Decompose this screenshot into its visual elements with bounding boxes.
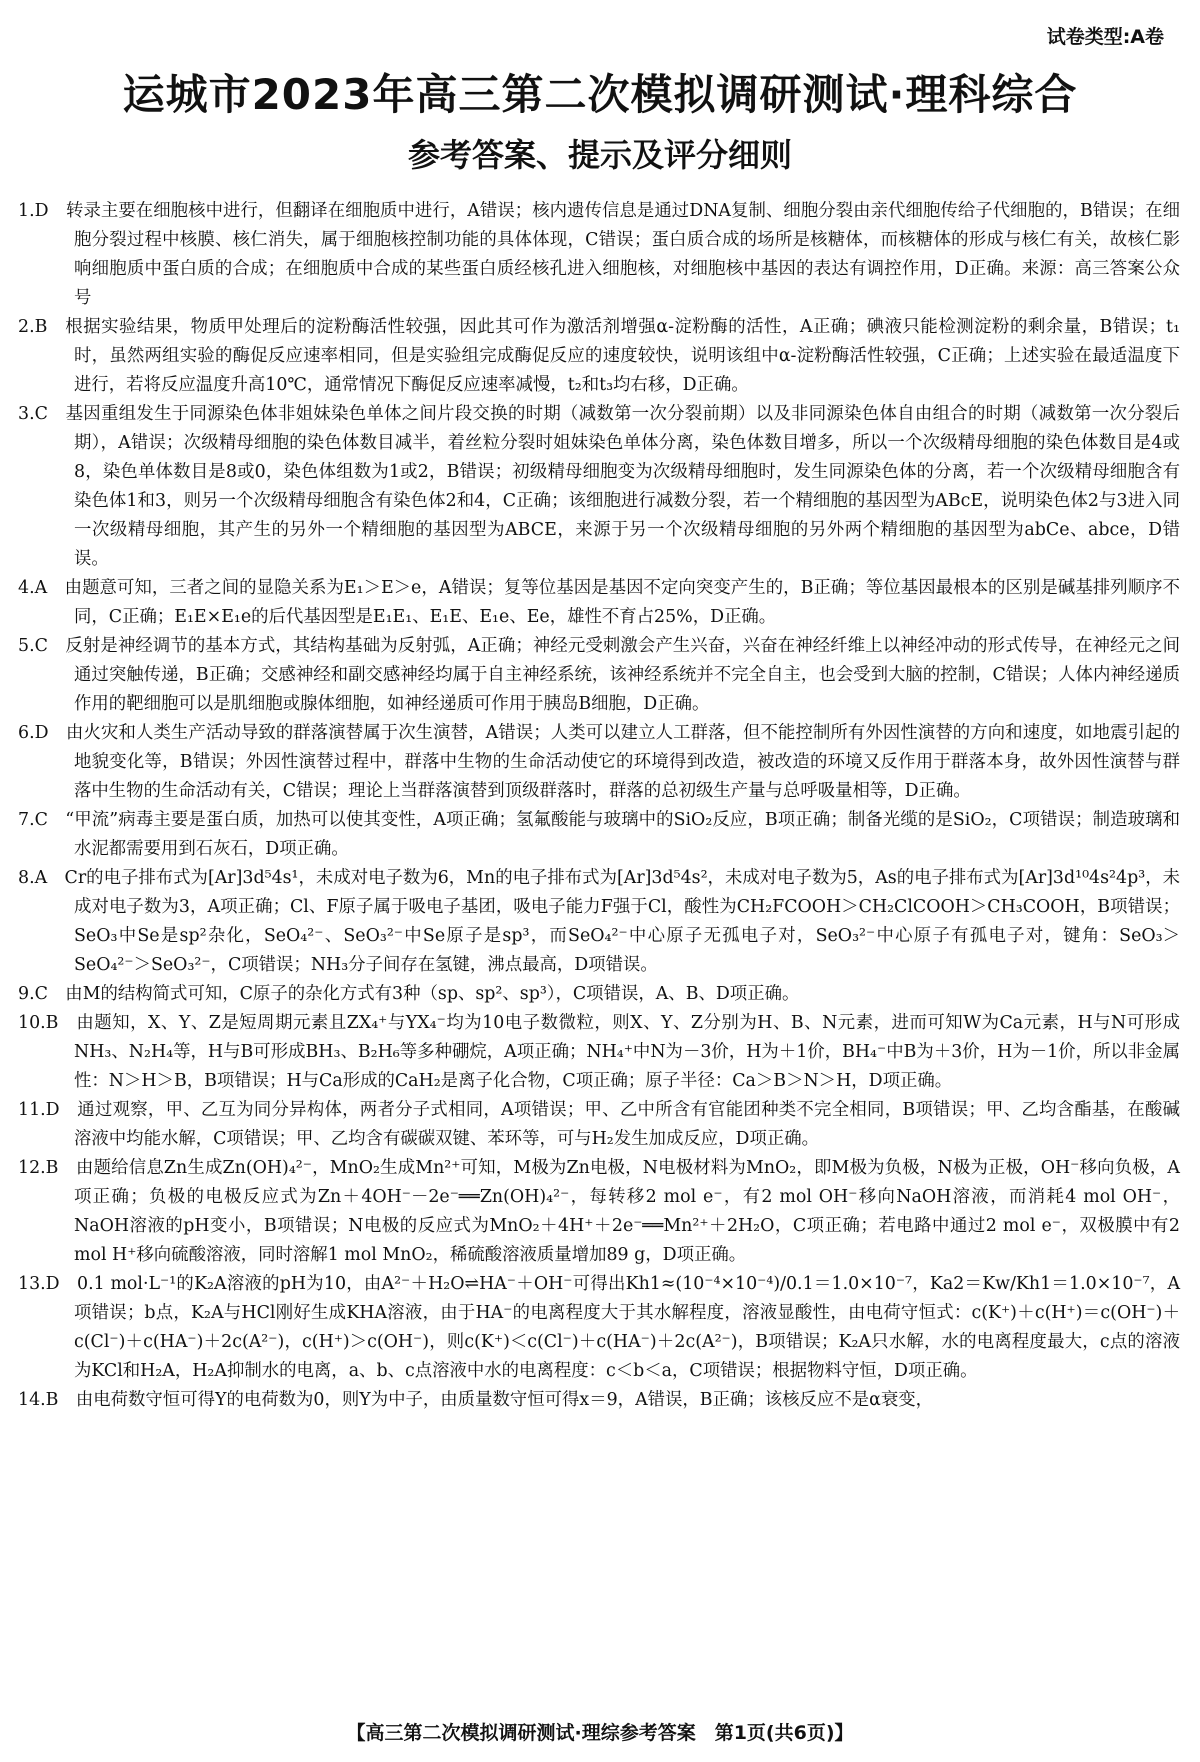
answer-item: 2.B 根据实验结果，物质甲处理后的淀粉酶活性较强，因此其可作为激活剂增强α-淀粉酶的活性，A正确；碘液只能检测淀粉的剩余量，B错误；t₁时，虽然两组实验的酶促反应速率相同，但是实验组完成酶促反应的速度较快，说明该组中α-淀粉酶活性较强，C正确；上述实验在最适温度下进行，若将反应温度升高10℃，通常情况下酶促反应速率减慢，t₂和t₃均右移，D正确。 [18,317,1180,395]
answer-item: 3.C 基因重组发生于同源染色体非姐妹染色单体之间片段交换的时期（减数第一次分裂前期）以及非同源染色体自由组合的时期（减数第一次分裂后期），A错误；次级精母细胞的染色体数目减半，着丝粒分裂时姐妹染色单体分离，染色体数目增多，所以一个次级精母细胞的染色体数目是4或8，染色单体数目是8或0，染色体组数为1或2，B错误；初级精母细胞变为次级精母细胞时，发生同源染色体的分离，若一个次级精母细胞含有染色体1和3，则另一个次级精母细胞含有染色体2和4，C正确；该细胞进行减数分裂，若一个精细胞的基因型为ABcE，说明染色体2与3进入同一次级精母细胞，其产生的另外一个精细胞的基因型为ABCE，来源于另一个次级精母细胞的另外两个精细胞的基因型为abCe、abce，D错误。 [18,404,1180,569]
answer-item: 8.A Cr的电子排布式为[Ar]3d⁵4s¹，未成对电子数为6，Mn的电子排布式为[Ar]3d⁵4s²，未成对电子数为5，As的电子排布式为[Ar]3d¹⁰4s²4p³，未成对电子数为3，A项正确；Cl、F原子属于吸电子基团，吸电子能力F强于Cl，酸性为CH₂FCOOH＞CH₂ClCOOH＞CH₃COOH，B项错误；SeO₃中Se是sp²杂化，SeO₄²⁻、SeO₃²⁻中Se原子是sp³，而SeO₄²⁻中心原子无孤电子对，SeO₃²⁻中心原子有孤电子对，键角：SeO₃＞SeO₄²⁻＞SeO₃²⁻，C项错误；NH₃分子间存在氢键，沸点最高，D项错误。 [18,868,1180,975]
page-subtitle: 参考答案、提示及评分细则 [407,136,792,174]
answer-item: 14.B 由电荷数守恒可得Y的电荷数为0，则Y为中子，由质量数守恒可得x＝9，A错误，B正确；该核反应不是α衰变， [18,1390,934,1410]
answer-list [18,197,1180,1415]
answer-item: 10.B 由题知，X、Y、Z是短周期元素且ZX₄⁺与YX₄⁻均为10电子数微粒，则X、Y、Z分别为H、B、N元素，进而可知W为Ca元素，H与N可形成NH₃、N₂H₄等，H与B可形成BH₃、B₂H₆等多种硼烷，A项正确；NH₄⁺中N为－3价，H为＋1价，BH₄⁻中B为＋3价，H为－1价，所以非金属性：N＞H＞B，B项错误；H与Ca形成的CaH₂是离子化合物，C项正确；原子半径：Ca＞B＞N＞H，D项正确。 [18,1013,1180,1091]
answer-item: 12.B 由题给信息Zn生成Zn(OH)₄²⁻，MnO₂生成Mn²⁺可知，M极为Zn电极，N电极材料为MnO₂，即M极为负极，N极为正极，OH⁻移向负极，A项正确；负极的电极反应式为Zn＋4OH⁻－2e⁻══Zn(OH)₄²⁻，每转移2 mol e⁻，有2 mol OH⁻移向NaOH溶液，而消耗4 mol OH⁻，NaOH溶液的pH变小，B项错误；N电极的反应式为MnO₂＋4H⁺＋2e⁻══Mn²⁺＋2H₂O，C项正确；若电路中通过2 mol e⁻，双极膜中有2 mol H⁺移向硫酸溶液，同时溶解1 mol MnO₂，稀硫酸溶液质量增加89 g，D项正确。 [18,1158,1180,1265]
answer-item: 9.C 由M的结构简式可知，C原子的杂化方式有3种（sp、sp²、sp³），C项错误，A、B、D项正确。 [18,984,800,1004]
page-footer: 【高三第二次模拟调研测试·理综参考答案 第1页(共6页)】 [346,1722,854,1744]
answer-item: 6.D 由火灾和人类生产活动导致的群落演替属于次生演替，A错误；人类可以建立人工群落，但不能控制所有外因性演替的方向和速度，如地震引起的地貌变化等，B错误；外因性演替过程中，群落中生物的生命活动使它的环境得到改造，被改造的环境又反作用于群落本身，故外因性演替与群落中生物的生命活动有关，C错误；理论上当群落演替到顶级群落时，群落的总初级生产量与总呼吸量相等，D正确。 [18,723,1180,801]
paper-type-label: 试卷类型:A卷 [1046,26,1164,48]
answer-item: 13.D 0.1 mol·L⁻¹的K₂A溶液的pH为10，由A²⁻＋H₂O⇌HA⁻＋OH⁻可得出Kh1≈(10⁻⁴×10⁻⁴)/0.1＝1.0×10⁻⁷，Ka2＝Kw/Kh1＝1.0×10⁻⁷，A项错误；b点，K₂A与HCl刚好生成KHA溶液，由于HA⁻的电离程度大于其水解程度，溶液显酸性，由电荷守恒式：c(K⁺)＋c(H⁺)＝c(OH⁻)＋c(Cl⁻)＋c(HA⁻)＋2c(A²⁻)，c(H⁺)＞c(OH⁻)，则c(K⁺)＜c(Cl⁻)＋c(HA⁻)＋2c(A²⁻)，B项错误；K₂A只水解，水的电离程度最大，c点的溶液为KCl和H₂A，H₂A抑制水的电离，a、b、c点溶液中水的电离程度：c＜b＜a，C项错误；根据物料守恒，D项正确。 [18,1274,1180,1381]
answer-item: 11.D 通过观察，甲、乙互为同分异构体，两者分子式相同，A项错误；甲、乙中所含有官能团种类不完全相同，B项错误；甲、乙均含酯基，在酸碱溶液中均能水解，C项错误；甲、乙均含有碳碳双键、苯环等，可与H₂发生加成反应，D项正确。 [18,1100,1180,1149]
answer-item: 7.C “甲流”病毒主要是蛋白质，加热可以使其变性，A项正确；氢氟酸能与玻璃中的SiO₂反应，B项正确；制备光缆的是SiO₂，C项错误；制造玻璃和水泥都需要用到石灰石，D项正确。 [18,810,1180,859]
page-title: 运城市2023年高三第二次模拟调研测试·理科综合 [122,70,1078,119]
answer-item: 1.D 转录主要在细胞核中进行，但翻译在细胞质中进行，A错误；核内遗传信息是通过DNA复制、细胞分裂由亲代细胞传给子代细胞的，B错误；在细胞分裂过程中核膜、核仁消失，属于细胞核控制功能的具体体现，C错误；蛋白质合成的场所是核糖体，而核糖体的形成与核仁有关，故核仁影响细胞质中蛋白质的合成；在细胞质中合成的某些蛋白质经核孔进入细胞核，对细胞核中基因的表达有调控作用，D正确。来源：高三答案公众号 [18,201,1180,308]
answer-item: 4.A 由题意可知，三者之间的显隐关系为E₁＞E＞e，A错误；复等位基因是基因不定向突变产生的，B正确；等位基因最根本的区别是碱基排列顺序不同，C正确；E₁E×E₁e的后代基因型是E₁E₁、E₁E、E₁e、Ee，雄性不育占25%，D正确。 [18,578,1180,627]
answer-item: 5.C 反射是神经调节的基本方式，其结构基础为反射弧，A正确；神经元受刺激会产生兴奋，兴奋在神经纤维上以神经冲动的形式传导，在神经元之间通过突触传递，B正确；交感神经和副交感神经均属于自主神经系统，该神经系统并不完全自主，也会受到大脑的控制，C错误；人体内神经递质作用的靶细胞可以是肌细胞或腺体细胞，如神经递质可作用于胰岛B细胞，D正确。 [18,636,1180,714]
